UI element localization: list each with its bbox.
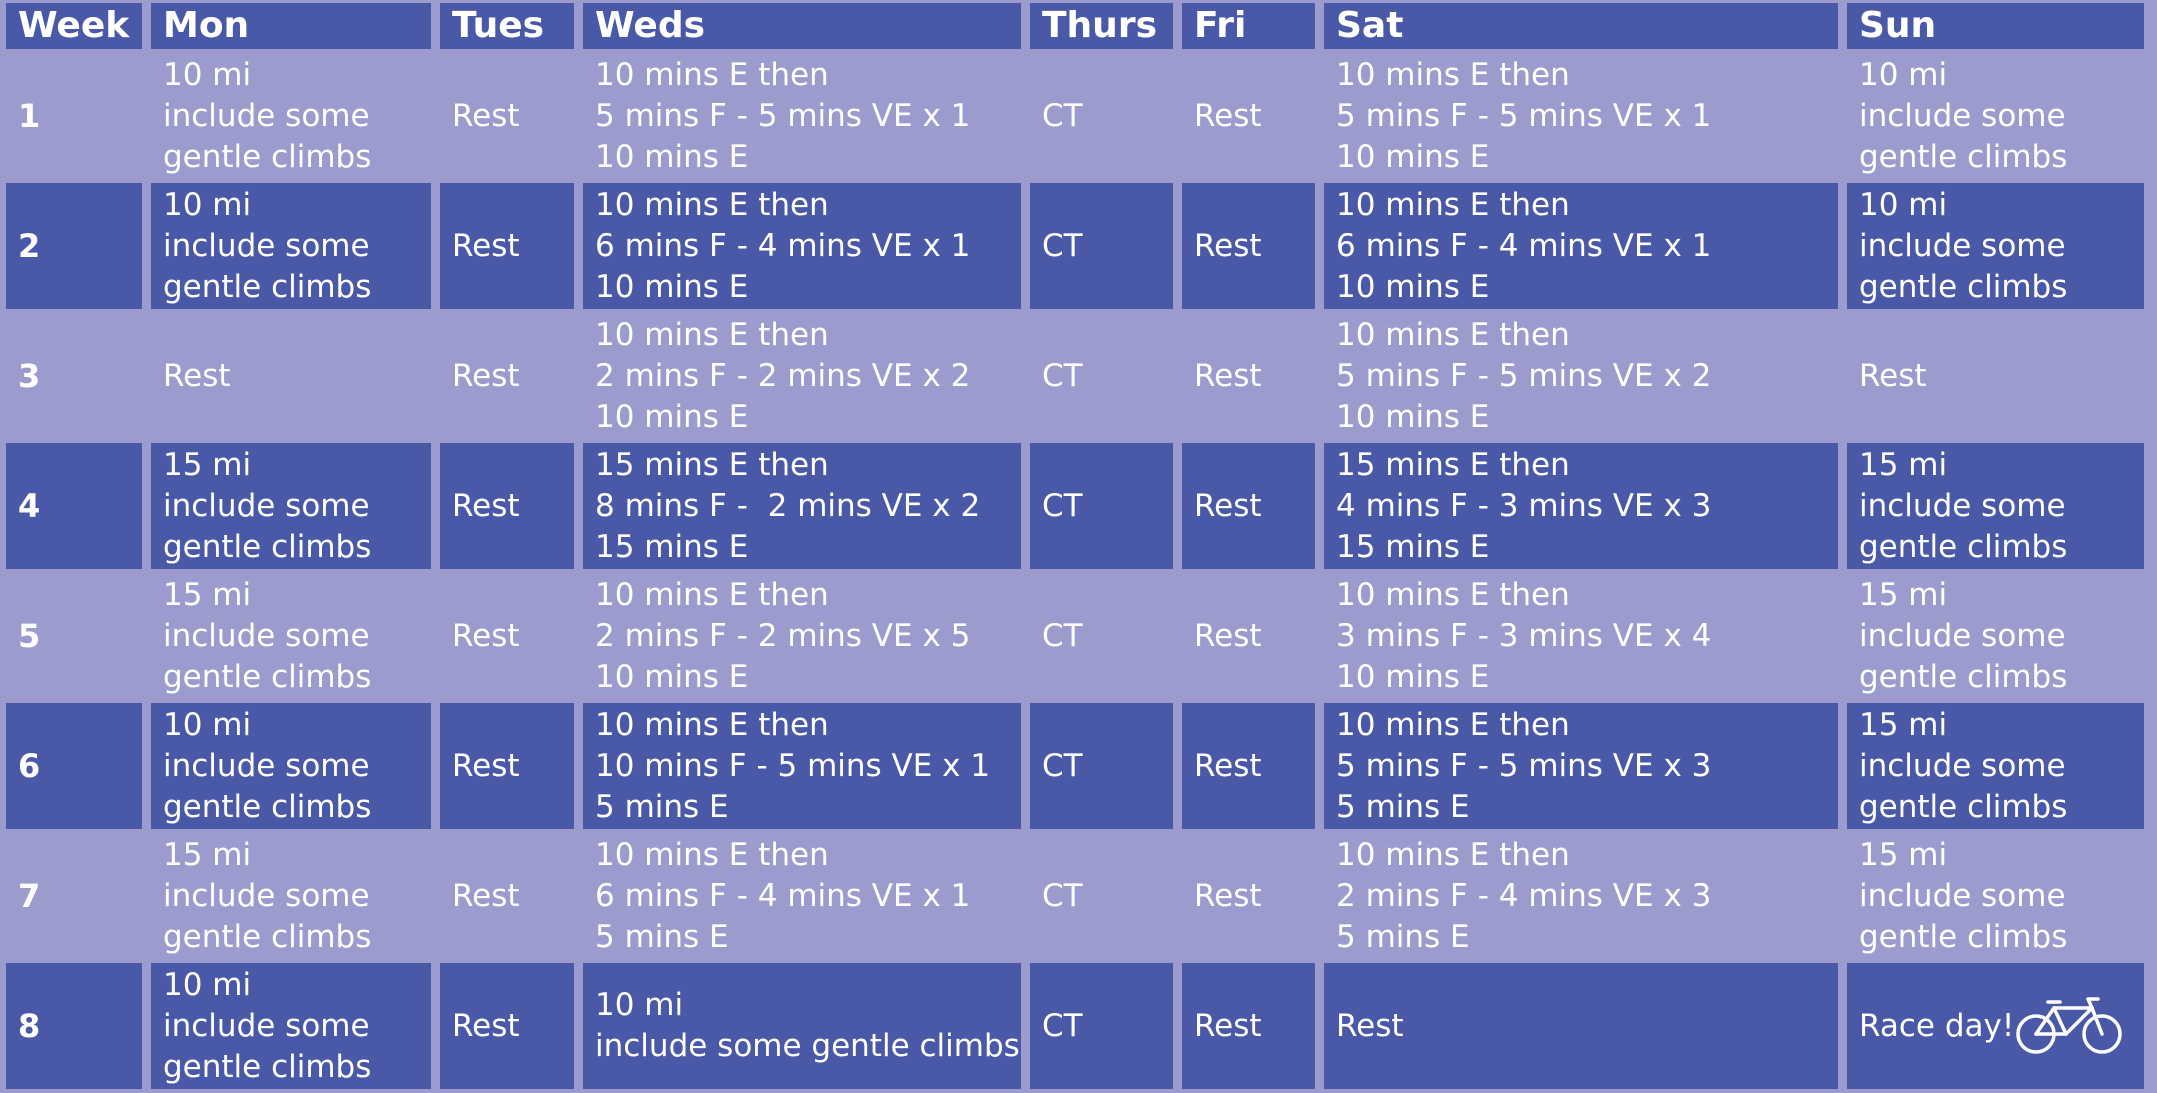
cell-line: 10 mins E [1336,268,1490,305]
header-sat: Sat [1324,3,1838,49]
cell-line: 2 mins F - 4 mins VE x 3 [1336,877,1712,914]
header-mon: Mon [151,3,431,49]
header-row [6,3,2144,49]
cell-line: include some [1859,487,2066,524]
cell-line: 10 mins E [1336,398,1490,435]
thurs-cell: CT [1042,97,1083,134]
cell-line: include some [163,877,370,914]
cell-line: 10 mi [163,56,252,93]
cell-line: 10 mins E then [595,576,829,613]
cell-line: 6 mins F - 4 mins VE x 1 [1336,227,1712,264]
week-row [6,833,2144,959]
cell-line: 15 mins E [1336,528,1490,565]
cell-line: gentle climbs [163,268,372,305]
cell-line: 6 mins F - 4 mins VE x 1 [595,227,971,264]
cell-line: 10 mins E then [1336,56,1570,93]
tues-cell: Rest [452,357,520,394]
thurs-cell: CT [1030,963,1173,1089]
week-number: 6 [6,703,142,829]
cell-line: 10 mins E then [1336,576,1570,613]
week-row [6,963,2144,1089]
cell-line: include some [1859,617,2066,654]
cell-line: include some gentle climbs [595,1028,1020,1064]
bicycle-icon [2014,996,2126,1056]
cell-line: include some [1859,877,2066,914]
cell-line: 10 mi [163,186,252,223]
cell-line: 10 mins E then [1336,706,1570,743]
cell-line: 3 mins F - 3 mins VE x 4 [1336,617,1712,654]
week-number: 2 [6,183,142,309]
sat-cell [1324,53,1838,179]
tues-cell: Rest [452,617,520,654]
tues-cell: Rest [440,443,574,569]
fri-cell: Rest [1194,357,1262,394]
cell-line: 10 mi [163,706,252,743]
week-row [6,183,2144,309]
week-row [6,313,2144,439]
cell-line: include some [163,97,370,134]
cell-line: 10 mi [163,966,252,1003]
week-number: 8 [6,963,142,1089]
week-number: 3 [18,356,41,395]
weds-cell [583,833,1021,959]
cell-line: include some [163,487,370,524]
week-row [6,573,2144,699]
cell-line: 10 mins E then [595,186,829,223]
sat-cell [1324,313,1838,439]
sun-cell [1847,833,2144,959]
cell-line: gentle climbs [1859,918,2068,955]
week-row [6,703,2144,829]
cell-line: include some [1859,97,2066,134]
fri-cell: Rest [1182,703,1315,829]
cell-line: 6 mins F - 4 mins VE x 1 [595,877,971,914]
header-thurs: Thurs [1030,3,1173,49]
mon-cell: Rest [163,357,231,394]
cell-line: include some [163,617,370,654]
cell-line: include some [163,747,370,784]
cell-line: gentle climbs [163,658,372,695]
sat-cell [1324,703,1838,829]
thurs-cell: CT [1030,703,1173,829]
header-sun: Sun [1847,3,2144,49]
fri-cell: Rest [1194,877,1262,914]
cell-line: include some [163,227,370,264]
week-number: 1 [18,96,41,135]
header-weds: Weds [583,3,1021,49]
race-day [1859,996,2144,1056]
header-week: Week [6,3,142,49]
sat-cell [1324,443,1838,569]
weds-cell [583,183,1021,309]
cell-line: 10 mins F - 5 mins VE x 1 [595,747,991,784]
cell-line: 5 mins F - 5 mins VE x 3 [1336,747,1712,784]
cell-line: 10 mins E [595,138,749,175]
cell-line: 10 mi [595,987,684,1023]
cell-line: 4 mins F - 3 mins VE x 3 [1336,487,1712,524]
race-day-label: Race day! [1859,1007,2015,1044]
week-number: 5 [18,616,41,655]
fri-cell: Rest [1182,183,1315,309]
cell-line: gentle climbs [163,1048,372,1085]
fri-cell: Rest [1182,963,1315,1089]
tues-cell: Rest [440,703,574,829]
sat-cell: Rest [1324,963,1838,1089]
week-row [6,443,2144,569]
thurs-cell: CT [1042,877,1083,914]
header-tues: Tues [440,3,574,49]
cell-line: 15 mins E then [1336,446,1570,483]
cell-line: include some [1859,227,2066,264]
sat-cell [1324,833,1838,959]
cell-line: 15 mi [163,576,252,613]
cell-line: gentle climbs [1859,138,2068,175]
cell-line: 10 mins E then [595,836,829,873]
weds-cell [583,53,1021,179]
mon-cell [151,833,431,959]
cell-line: 15 mi [1859,706,1948,743]
mon-cell [151,573,431,699]
weds-cell [583,443,1021,569]
sun-cell [1847,443,2144,569]
weds-cell [583,573,1021,699]
week-row [6,53,2144,179]
sun-cell [1847,963,2144,1089]
cell-line: 5 mins F - 5 mins VE x 1 [595,97,971,134]
tues-cell: Rest [440,963,574,1089]
cell-line: 15 mi [163,446,252,483]
cell-line: 10 mi [1859,56,1948,93]
cell-line: 10 mi [1859,186,1948,223]
cell-line: 10 mins E [1336,658,1490,695]
fri-cell: Rest [1194,97,1262,134]
cell-line: 10 mins E then [595,316,829,353]
cell-line: 10 mins E then [1336,836,1570,873]
sun-cell [1847,703,2144,829]
cell-line: 5 mins E [595,918,729,955]
sat-cell [1324,183,1838,309]
cell-line: 10 mins E then [1336,316,1570,353]
sun-cell: Rest [1859,357,1927,394]
sun-cell [1847,183,2144,309]
cell-line: 10 mins E [595,268,749,305]
cell-line: 10 mins E [595,658,749,695]
mon-cell [151,963,431,1089]
cell-line: 15 mi [1859,836,1948,873]
cell-line: 2 mins F - 2 mins VE x 2 [595,357,971,394]
mon-cell [151,183,431,309]
cell-line: 5 mins F - 5 mins VE x 1 [1336,97,1712,134]
cell-line: 5 mins E [595,788,729,825]
tues-cell: Rest [452,97,520,134]
cell-line: 10 mins E [1336,138,1490,175]
fri-cell: Rest [1194,617,1262,654]
cell-line: 15 mi [1859,446,1948,483]
cell-line: 15 mins E then [595,446,829,483]
thurs-cell: CT [1030,443,1173,569]
cell-line: gentle climbs [163,138,372,175]
mon-cell [151,703,431,829]
tues-cell: Rest [452,877,520,914]
sun-cell [1847,573,2144,699]
cell-line: 2 mins F - 2 mins VE x 5 [595,617,971,654]
weds-cell [583,963,1021,1089]
mon-cell [151,443,431,569]
weds-cell [583,703,1021,829]
cell-line: include some [163,1007,370,1044]
cell-line: 5 mins E [1336,788,1470,825]
thurs-cell: CT [1042,617,1083,654]
cell-line: gentle climbs [163,918,372,955]
cell-line: 10 mins E then [595,706,829,743]
cell-line: gentle climbs [163,528,372,565]
cell-line: 5 mins F - 5 mins VE x 2 [1336,357,1712,394]
cell-line: include some [1859,747,2066,784]
cell-line: gentle climbs [1859,268,2068,305]
weds-cell [583,313,1021,439]
cell-line: gentle climbs [1859,528,2068,565]
thurs-cell: CT [1042,357,1083,394]
sat-cell [1324,573,1838,699]
cell-line: gentle climbs [163,788,372,825]
cell-line: 10 mins E then [1336,186,1570,223]
header-fri: Fri [1182,3,1315,49]
week-number: 7 [18,876,41,915]
week-number: 4 [6,443,142,569]
cell-line: 15 mi [163,836,252,873]
cell-line: gentle climbs [1859,788,2068,825]
sun-cell [1847,53,2144,179]
tues-cell: Rest [440,183,574,309]
cell-line: 5 mins E [1336,918,1470,955]
fri-cell: Rest [1182,443,1315,569]
cell-line: 15 mins E [595,528,749,565]
cell-line: gentle climbs [1859,658,2068,695]
cell-line: 15 mi [1859,576,1948,613]
cell-line: 10 mins E [595,398,749,435]
cell-line: 10 mins E then [595,56,829,93]
cell-line: 8 mins F - 2 mins VE x 2 [595,487,981,524]
thurs-cell: CT [1030,183,1173,309]
mon-cell [151,53,431,179]
